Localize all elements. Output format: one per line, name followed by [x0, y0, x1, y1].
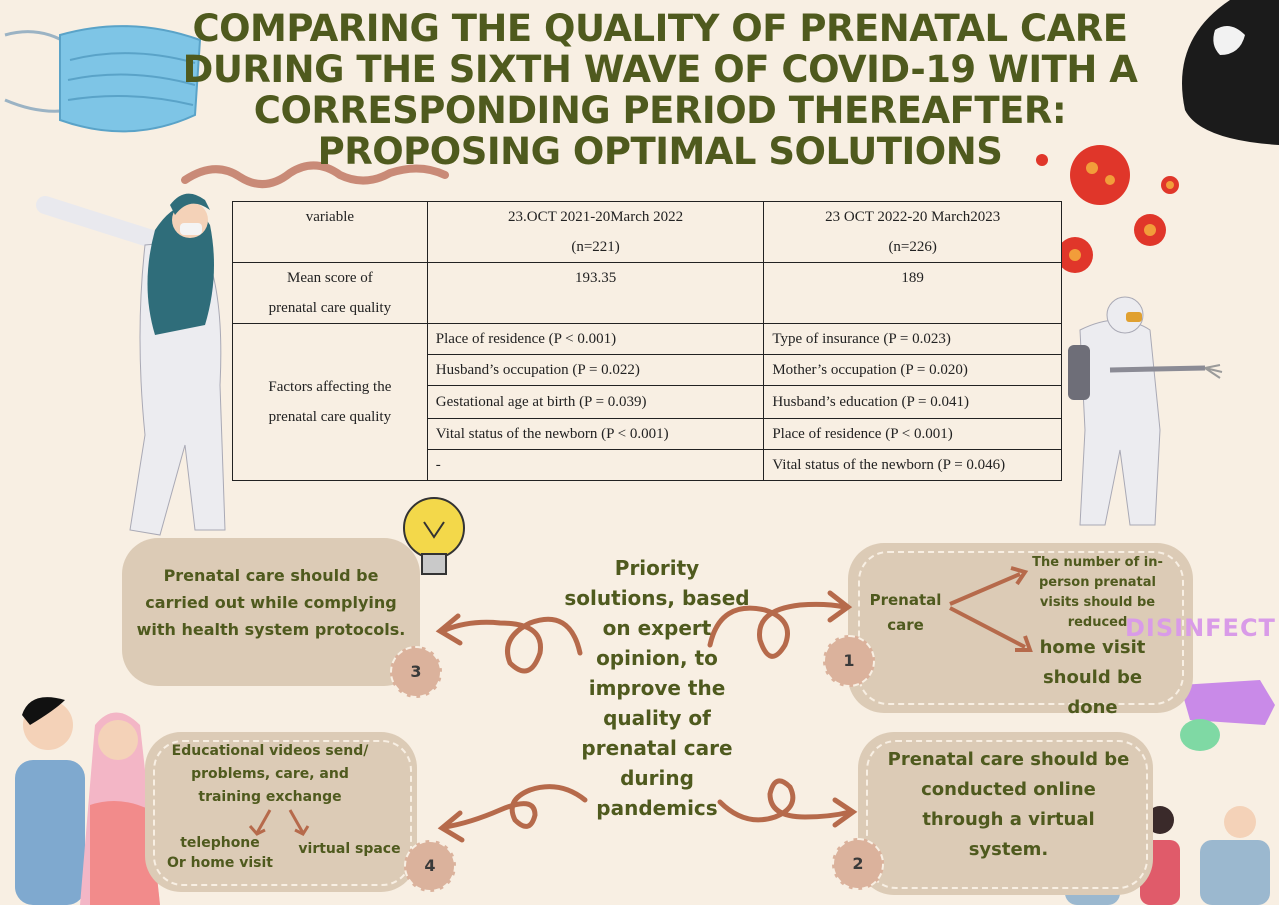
- header-period-1: 23.OCT 2021-20March 2022 (n=221): [427, 202, 764, 263]
- solution-3-text: Prenatal care should be carried out while complying with health system protocols.: [136, 566, 406, 639]
- factor-cell: Type of insurance (P = 0.023): [764, 324, 1062, 355]
- factor-cell: Mother’s occupation (P = 0.020): [764, 355, 1062, 386]
- table-header-row: [233, 202, 1062, 263]
- health-worker-spraying-illustration: [1060, 290, 1230, 535]
- solution-1-reduce-visits: The number of in- person prenatal visits should be reduced: [1032, 555, 1163, 630]
- factor-cell: Gestational age at birth (P = 0.039): [427, 386, 764, 419]
- disinfect-sticker: DISINFECT: [1125, 614, 1276, 642]
- table-row-mean: [233, 263, 1062, 324]
- header-period-2: 23 OCT 2022-20 March2023 (n=226): [764, 202, 1062, 263]
- solution-4-telephone: telephone Or home visit: [167, 835, 273, 871]
- curly-arrow-to-2: [715, 772, 860, 847]
- solution-2-number: 2: [832, 838, 884, 890]
- header-variable: variable: [233, 202, 428, 263]
- factor-cell: Vital status of the newborn (P = 0.046): [764, 450, 1062, 481]
- factor-cell: Vital status of the newborn (P < 0.001): [427, 419, 764, 450]
- title-line-2: DURING THE SIXTH WAVE OF COVID-19 WITH A: [182, 48, 1138, 91]
- solution-4-text: Educational videos send/ problems, care, and training exchange: [171, 743, 369, 805]
- mean-score-period-1: 193.35: [427, 263, 764, 324]
- table-row-factors: [233, 324, 1062, 355]
- factor-cell: Husband’s education (P = 0.041): [764, 386, 1062, 419]
- curly-arrow-to-3: [430, 598, 585, 688]
- factor-cell: Place of residence (P < 0.001): [427, 324, 764, 355]
- face-mask-illustration: [0, 5, 210, 145]
- solution-1-number: 1: [823, 635, 875, 687]
- factor-cell: -: [427, 450, 764, 481]
- mean-score-label: Mean score of prenatal care quality: [233, 263, 428, 324]
- solution-2-text: Prenatal care should be conducted online through a virtual system.: [887, 749, 1130, 860]
- health-worker-pointing-illustration: [35, 185, 235, 550]
- solution-1-home-visit: home visit should be done: [1039, 637, 1146, 718]
- curly-arrow-to-1: [705, 585, 855, 675]
- priority-solutions-heading: Priority solutions, based on expert opinion, to improve the quality of prenatal care during pandemics: [564, 556, 750, 820]
- pregnant-belly-illustration: [1170, 0, 1279, 145]
- solution-4-virtual-space: virtual space: [298, 841, 401, 857]
- title-line-3: CORRESPONDING PERIOD THEREAFTER:: [253, 89, 1067, 132]
- title-line-1: COMPARING THE QUALITY OF PRENATAL CARE: [192, 7, 1128, 50]
- solution-3-number: 3: [390, 646, 442, 698]
- factor-cell: Place of residence (P < 0.001): [764, 419, 1062, 450]
- solution-1-prenatal-care: Prenatal care: [869, 591, 942, 634]
- curly-arrow-to-4: [430, 775, 590, 850]
- factor-cell: Husband’s occupation (P = 0.022): [427, 355, 764, 386]
- results-table: [232, 201, 1062, 481]
- mean-score-period-2: 189: [764, 263, 1062, 324]
- solution-4-number: 4: [404, 840, 456, 892]
- title-line-4: PROPOSING OPTIMAL SOLUTIONS: [317, 130, 1003, 173]
- page-title: [180, 8, 1140, 172]
- factors-label: Factors affecting the prenatal care quality: [233, 324, 428, 481]
